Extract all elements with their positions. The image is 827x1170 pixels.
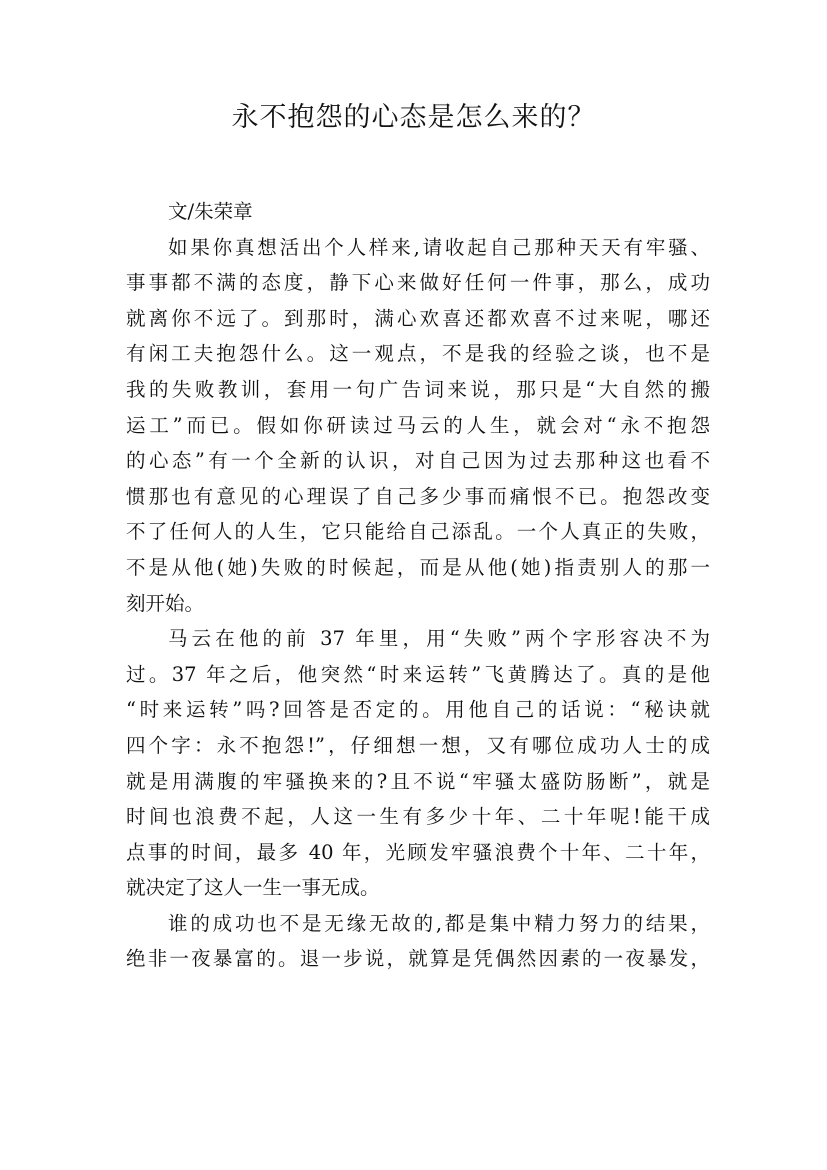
text-line: 刻开始。 [126, 591, 205, 615]
text-line: 马云在他的前 37 年里，用“失败”两个字形容决不为 [168, 627, 710, 651]
paragraph-1 [126, 230, 710, 622]
text-line: 谁的成功也不是无缘无故的,都是集中精力努力的结果， [168, 911, 710, 935]
text-line: 绝非一夜暴富的。退一步说，就算是凭偶然因素的一夜暴发， [126, 947, 710, 971]
paragraph-3 [126, 906, 710, 977]
text-line: 有闲工夫抱怨什么。这一观点，不是我的经验之谈，也不是 [126, 342, 710, 366]
text-line: 就离你不远了。到那时，满心欢喜还都欢喜不过来呢，哪还 [126, 306, 710, 330]
article-body [126, 194, 710, 977]
text-line: 如果你真想活出个人样来,请收起自己那种天天有牢骚、 [168, 235, 710, 259]
text-line: 就是用满腹的牢骚换来的?且不说“牢骚太盛防肠断”，就是 [126, 769, 710, 793]
text-line: 四个字：永不抱怨!”，仔细想一想，又有哪位成功人士的成 [126, 733, 710, 757]
text-line: 不是从他(她)失败的时候起，而是从他(她)指责别人的那一 [126, 555, 710, 579]
paragraph-2 [126, 621, 710, 906]
author-line: 文/朱荣章 [168, 200, 253, 223]
text-line: 就决定了这人一生一事无成。 [126, 876, 380, 900]
text-line: 不了任何人的人生，它只能给自己添乱。一个人真正的失败， [126, 520, 710, 544]
text-line: 点事的时间，最多 40 年，光顾发牢骚浪费个十年、二十年， [126, 840, 710, 864]
text-line: 运工”而已。假如你研读过马云的人生，就会对“永不抱怨 [126, 413, 710, 437]
text-line: 的心态”有一个全新的认识，对自己因为过去那种这也看不 [126, 449, 710, 473]
text-line: 惯那也有意见的心理误了自己多少事而痛恨不已。抱怨改变 [126, 484, 710, 508]
document-title: 永不抱怨的心态是怎么来的？ [231, 102, 596, 133]
text-line: 过。37 年之后，他突然“时来运转”飞黄腾达了。真的是他 [126, 662, 710, 686]
text-line: 我的失败教训，套用一句广告词来说，那只是“大自然的搬 [126, 377, 710, 401]
text-line: “时来运转”吗?回答是否定的。用他自己的话说：“秘诀就 [126, 698, 710, 722]
text-line: 时间也浪费不起，人这一生有多少十年、二十年呢!能干成 [126, 805, 710, 829]
text-line: 事事都不满的态度，静下心来做好任何一件事，那么，成功 [126, 271, 710, 295]
